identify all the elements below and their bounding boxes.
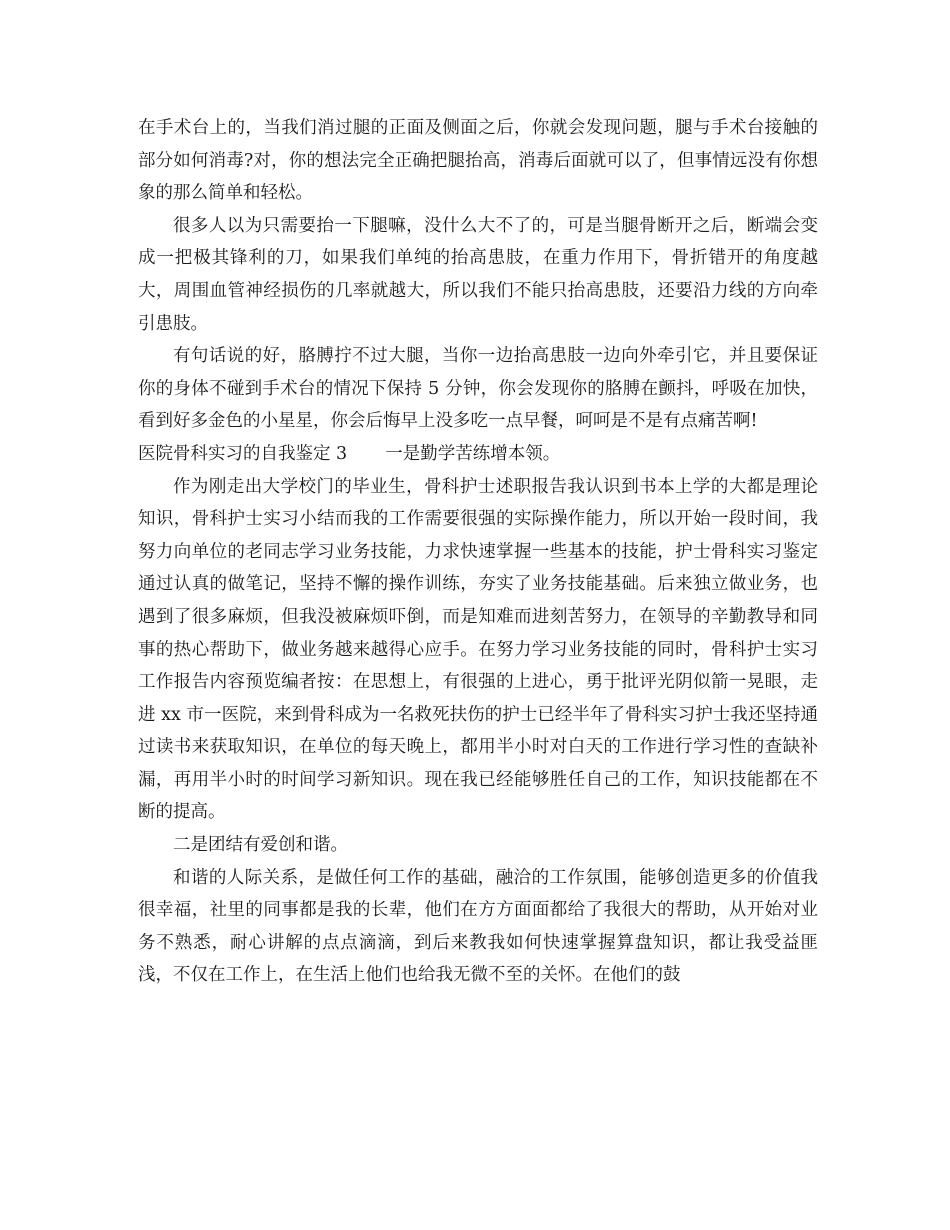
document-body xyxy=(138,112,818,992)
paragraph-1: 在手术台上的，当我们消过腿的正面及侧面之后，你就会发现问题，腿与手术台接触的部分如何消毒?对，你的想法完全正确把腿抬高，消毒后面就可以了，但事情远没有你想象的那么简单和轻松。 xyxy=(138,118,818,204)
paragraph-4: 作为刚走出大学校门的毕业生，骨科护士述职报告我认识到书本上学的大都是理论知识，骨科护士实习小结而我的工作需要很强的实际操作能力，所以开始一段时间，我努力向单位的老同志学习业务技能，力求快速掌握一些基本的技能，护士骨科实习鉴定通过认真的做笔记，坚持不懈的操作训练，夯实了业务技能基础。后来独立做业务，也遇到了很多麻烦，但我没被麻烦吓倒，而是知难而进刻苦努力，在领导的辛勤教导和同事的热心帮助下，做业务越来越得心应手。在努力学习业务技能的同时，骨科护士实习工作报告内容预览编者按：在思想上，有很强的上进心，勇于批评光阴似箭一晃眼，走进 xx 市一医院，来到骨科成为一名救死扶伤的护士已经半年了骨科实习护士我还坚持通过读书来获取知识，在单位的每天晚上，都用半小时对白天的工作进行学习性的查缺补漏，再用半小时的时间学习新知识。现在我已经能够胜任自己的工作，知识技能都在不断的提高。 xyxy=(138,476,818,823)
section-subtitle: 一是勤学苦练增本领。 xyxy=(385,443,561,464)
paragraph-3: 有句话说的好，胳膊拧不过大腿，当你一边抬高患肢一边向外牵引它，并且要保证你的身体不碰到手术台的情况下保持 5 分钟，你会发现你的胳膊在颤抖，呼吸在加快，看到好多金色的小星星，你会后悔早上没多吃一点早餐，呵呵是不是有点痛苦啊! xyxy=(138,346,818,432)
paragraph-5: 二是团结有爱创和谐。 xyxy=(173,835,348,856)
section-title: 医院骨科实习的自我鉴定 3 xyxy=(138,443,348,464)
paragraph-6: 和谐的人际关系，是做任何工作的基础，融洽的工作氛围，能够创造更多的价值我很幸福，社里的同事都是我的长辈，他们在方方面面都给了我很大的帮助，从开始对业务不熟悉，耐心讲解的点点滴滴，到后来教我如何快速掌握算盘知识，都让我受益匪浅，不仅在工作上，在生活上他们也给我无微不至的关怀。在他们的鼓 xyxy=(138,867,818,986)
paragraph-2: 很多人以为只需要抬一下腿嘛，没什么大不了的，可是当腿骨断开之后，断端会变成一把极其锋利的刀，如果我们单纯的抬高患肢，在重力作用下，骨折错开的角度越大，周围血管神经损伤的几率就越大，所以我们不能只抬高患肢，还要沿力线的方向牵引患肢。 xyxy=(138,215,818,334)
section-heading xyxy=(138,438,818,471)
